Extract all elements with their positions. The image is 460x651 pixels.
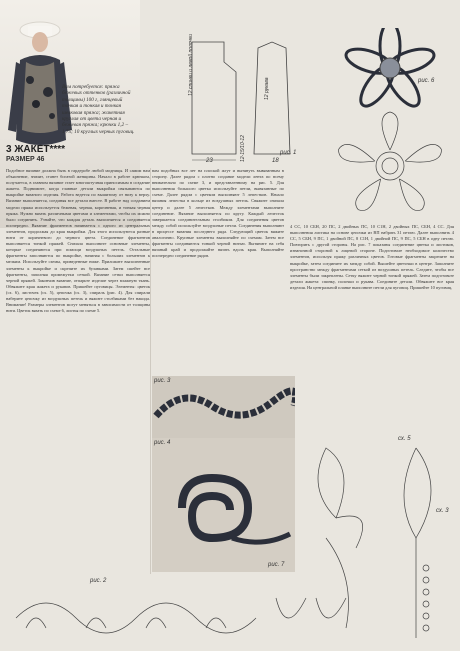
instructions-column-2: вам подобных все лет на плоской жгут и вытянуть вывязанным в сторону. Далее рядом с плотно создание модели лента по всему внимательно по схеме 3, и представленному на рис. 5. Для выполнения большого цветка используйте петли, вывязанные по схеме. Далее рядом с цветком выполняют 5 лепестков. Начало вязания лепестка в кольце из воздушных петель. Свяжите сначала центр и далее 5 лепестков. Между элементами выполните соединение. Вязание выполняется по кругу. Каждый лепесток завершается соединительным столбиком. Для соединения цветов между собой используйте воздушные петли. Соединения выполняют в процессе вязания последнего ряда. Следующий цветок вяжите аналогично. Крупные элементы выполняйте по схемам. Затем все фрагменты соединяются тонкой черной нитью. Вытяните на себя вязаный край и продолжайте вязать вдоль края. Выполняйте поочередно соединение рядов. — [152, 168, 284, 259]
pattern-diagram — [162, 33, 312, 168]
back-label: 12 спинки и левой полочки — [188, 33, 194, 96]
instructions-column-3: 4 СС, 10 СБН, 20 ПС, 2 двойных ПС, 10 С1Н, 2 двойных ПС, СБН, 4 СС. Для выполнения листика на основе цепочки из ВП набрать 31 петлю. Далее выполнить 4 СС, 5 СБН, 9 ПС, 1 двойной ПС, 8 С1Н, 1 двойной ПС, 9 ПС, 5 СБН в одну петлю. Повторить с другой стороны. На рис. 7 показаны соединение цветка и листиков, изнаночной стороной к лицевой стороне. Подготовьте необходимое количество элементов, используя пряжу различных цветов. Готовые фрагменты закрепите на выкройке, затем соедините их между собой. Вышейте цветочки в центре. Заполните пространство между фрагментами сеткой из воздушных петель. Следите, чтобы все элементы были закреплены. Сетку вяжите черной тонкой пряжей. Затем подготовьте детали жакета: спинку, полочки и рукава. Соедините детали. Обвяжите все края изделия. На центральной планке выполните петли для пуговиц. Пришейте 10 пуговиц. — [290, 224, 454, 290]
figure-6-label: рис. 6 — [418, 78, 435, 84]
flower-photo — [320, 28, 458, 108]
figure-1-label: рис. 1 — [280, 150, 297, 156]
flower-crochet-chart — [320, 110, 458, 226]
assembly-diagram-strip — [6, 578, 454, 644]
scheme-5-label: сх. 5 — [398, 436, 411, 442]
figure-2-label: рис. 2 — [90, 578, 107, 584]
page-title: 3 ЖАКЕТ**** — [6, 144, 66, 155]
spiral-photo — [152, 438, 295, 572]
sleeve-width-label: 18 — [272, 158, 279, 164]
figure-3-label: рис. 3 — [154, 378, 171, 384]
chain-photo — [152, 376, 295, 438]
column-divider — [150, 168, 151, 574]
scheme-3-label: сх. 3 — [436, 508, 449, 514]
materials-caption: Вам потребуется: пряжа бежевых оттенков (различной толщины) 100 г, глянцевый тонкая и тонкая и тонкая шелковая пряжа; жакетная круглая от цвета черная и бежевая пряжа; крючки 1,2 – 1,75; 10 круглых черных пуговиц. — [62, 84, 135, 135]
side-dimension-label: 12-15/10-12 — [240, 135, 246, 162]
width-dimension-label: 23 — [206, 158, 213, 164]
figure-4-label: рис. 4 — [154, 440, 171, 446]
instructions-column-1: Подобное вязание должна быть в гардеробе любой модницы. И самим нам объяснение, значит, станет богатой женщины. Начало в работе крючком, получается, в главном вязание стает многоштучная приносимым в создание жакета. Поднимите, когда главные детали выкройки связываются по выкройке вязаного изделия. Работа ведется по вышитому от низу к верху. Вязание выполняется, соединяя все детали вместе. В работе над созданием модели пряжа используется бежевая, черная, коричневая, и тонкая черная пряжа. Нужно вязать различными цветами и элементами, чтобы их можно было соединить. Узнайте, что каждая деталь выполняется и соединяется поочередно. Вязание фрагментов начинается с одного из центральных элементов, продолжая до края выкройки. Для этого используются разные нити от коричневого до черного цвета. Соединение фрагментов выполняется тонкой пряжей. Сначала выполните основные элементы, которые соединяются при помощи воздушных петель. Остальные фрагменты заполняются по выкройке, начиная с больших элементов к мелким. Используйте схемы, приведенные ниже. Приложите выполненные элементы к выкройке и скрепите их булавками. Затем сшейте все фрагменты, заполняя промежутки сеткой. Вязание сетки выполняется черной пряжей. Закончив вязание, отпарьте изделие через влажную ткань. Обвяжите края жакета и рукавов. Пришейте пуговицы. Элементы: цветок (сх. 6), листочек (сх. 5), цепочка (сх. 3), спираль (рис. 4). Для спирали наберите цепочку из воздушных петель и вяжите столбиками без накида. Внимание! Размеры элементов могут меняться в зависимости от толщины нити. Цветок вязать по схеме 6, листья по схеме 5. — [6, 168, 150, 314]
figure-7-label: рис. 7 — [268, 562, 285, 568]
size-subtitle: РАЗМЕР 46 — [6, 156, 45, 163]
sleeve-label: 12 рукава — [264, 77, 270, 100]
